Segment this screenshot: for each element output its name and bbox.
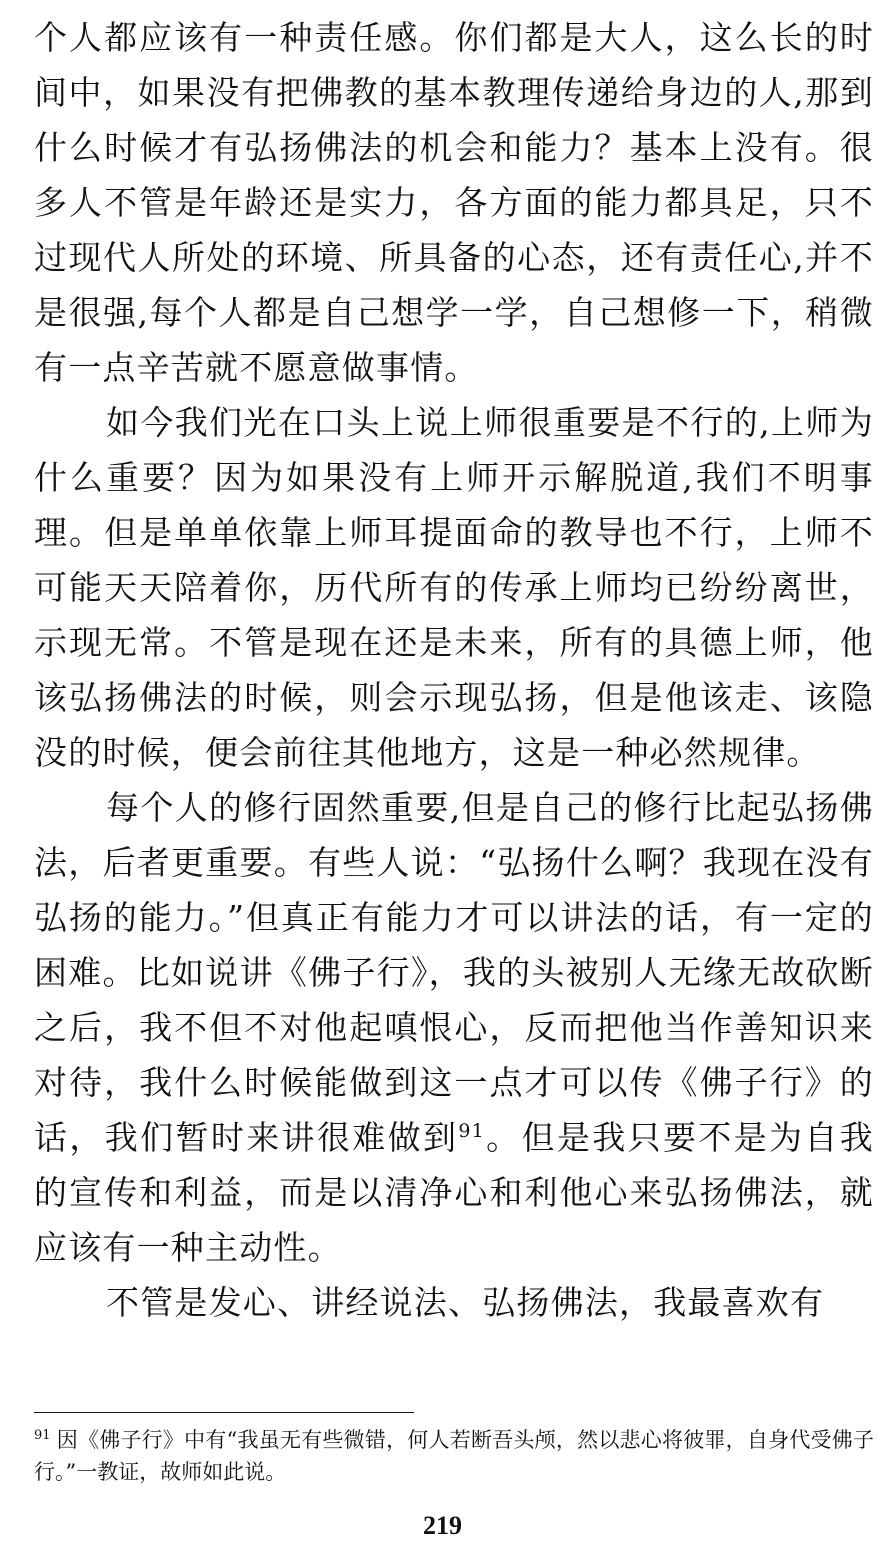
footnote [34, 1424, 874, 1488]
paragraph-2: 如今我们光在口头上说上师很重要是不行的,上师为什么重要？因为如果没有上师开示解脱道,我们不明事理。但是单单依靠上师耳提面命的教导也不行，上师不可能天天陪着你，历代所有的传承上师均已纷纷离世，示现无常。不管是现在还是未来，所有的具德上师，他该弘扬佛法的时候，则会示现弘扬，但是他该走、该隐没的时候，便会前往其他地方，这是一种必然规律。 [34, 403, 874, 772]
footnote-text: 因《佛子行》中有“我虽无有些微错，何人若断吾头颅，然以悲心将彼罪，自身代受佛子行。”一教证，故师如此说。 [34, 1428, 874, 1484]
paragraph-3-text-after-ref: 。但是我只要不是为自我的宣传和利益，而是以清净心和利他心来弘扬佛法，就应该有一种主动性。 [34, 1118, 874, 1267]
main-text [34, 10, 874, 1330]
page-number: 219 [423, 1511, 462, 1540]
paragraph-3-text-before-ref: 每个人的修行固然重要,但是自己的修行比起弘扬佛法，后者更重要。有些人说：“弘扬什么啊？我现在没有弘扬的能力。”但真正有能力才可以讲法的话，有一定的困难。比如说讲《佛子行》，我的头被别人无缘无故砍断之后，我不但不对他起嗔恨心，反而把他当作善知识来对待，我什么时候能做到这一点才可以传《佛子行》的话，我们暂时来讲很难做到 [34, 788, 874, 1157]
footnote-number: 91 [34, 1428, 51, 1443]
footnote-reference[interactable]: 91 [458, 1120, 485, 1142]
footnote-divider [34, 1412, 414, 1413]
paragraph-3 [34, 780, 874, 1275]
paragraph-1: 个人都应该有一种责任感。你们都是大人，这么长的时间中，如果没有把佛教的基本教理传递给身边的人,那到什么时候才有弘扬佛法的机会和能力？基本上没有。很多人不管是年龄还是实力，各方面的能力都具足，只不过现代人所处的环境、所具备的心态，还有责任心,并不是很强,每个人都是自己想学一学，自己想修一下，稍微有一点辛苦就不愿意做事情。 [34, 18, 874, 387]
paragraph-4: 不管是发心、讲经说法、弘扬佛法，我最喜欢有 [106, 1283, 825, 1322]
